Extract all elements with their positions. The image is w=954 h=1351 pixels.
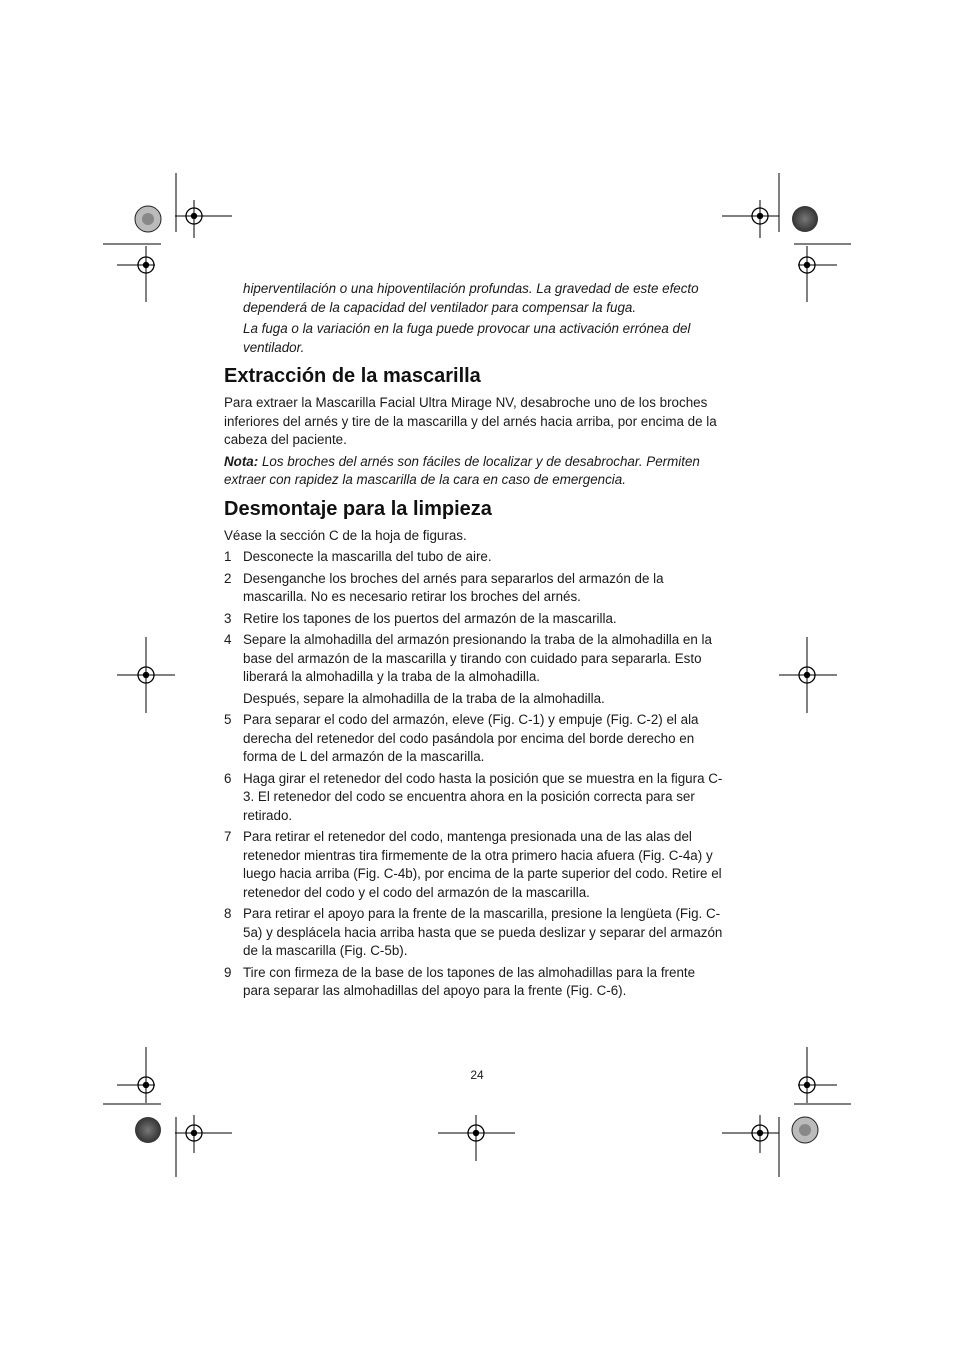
step-text: Separe la almohadilla del armazón presionando la traba de la almohadilla en la base del armazón de la mascarilla y tirando con cuidado para separarla. Esto liberará la almohadilla y la traba de la almohadilla. [243, 632, 712, 684]
step-number: 6 [224, 770, 232, 786]
note-label: Nota: [224, 453, 259, 469]
step-number: 9 [224, 964, 232, 980]
step-text: Para separar el codo del armazón, eleve [243, 712, 488, 727]
step-number: 4 [224, 632, 232, 647]
extraction-note [224, 453, 724, 490]
step-text: Para retirar el apoyo para la frente de la mascarilla, presione la lengüeta [243, 906, 676, 921]
section-heading-disassembly: Desmontaje para la limpieza [224, 497, 492, 520]
step-4-extra [224, 690, 724, 709]
figure-ref: (Fig. C-6) [566, 983, 623, 998]
lead-section-ref: C [328, 527, 339, 543]
step-number: 3 [224, 610, 232, 626]
step-5 [224, 711, 724, 767]
step-text: por encima de la parte superior del codo. Retire el retenedor del codo y el codo del armazón de la mascarilla. [243, 866, 722, 900]
step-1 [224, 548, 724, 567]
page-number: 24 [470, 1068, 484, 1082]
figure-ref: (Fig. C-4a) [638, 847, 703, 863]
figure-ref: (Fig. C-2) [606, 712, 663, 727]
page-content [224, 280, 724, 1004]
note-text: Los broches del arnés son fáciles de localizar y de desabrochar. Permiten extraer con rapidez la mascarilla de la cara en caso de emergencia. [224, 453, 700, 487]
lead-text: Véase la sección [224, 527, 329, 543]
step-text: y luego hacia arriba [243, 847, 713, 881]
step-number: 1 [224, 549, 232, 564]
step-6 [224, 770, 724, 826]
figure-ref: (Fig. C-4b), [353, 866, 421, 881]
step-text: . [622, 983, 627, 998]
figure-ref: (Fig. C-5b) [339, 943, 404, 958]
step-text: y empuje [544, 712, 607, 727]
step-text: . [403, 943, 408, 958]
step-text: Haga girar el retenedor del codo hasta la posición que se muestra en la figura [243, 770, 709, 786]
step-number: 2 [224, 570, 232, 586]
step-text: Tire con firmeza de la base de los tapones de las almohadillas para la frente para separar las almohadillas del apoyo para la frente [243, 964, 696, 998]
step-text: Desconecte la mascarilla del tubo de aire. [243, 549, 492, 564]
intro-paragraph-1: hiperventilación o una hipoventilación profundas. La gravedad de este efecto dependerá de la capacidad del ventilador para compensar la fuga. [243, 281, 699, 315]
step-number: 7 [224, 829, 232, 844]
intro-paragraph-2: La fuga o la variación en la fuga puede provocar una activación errónea del ventilador. [243, 321, 691, 355]
step-text: Para retirar el retenedor del codo, mantenga presionada una de las alas del retenedor mientras tira firmemente de la otra primero hacia afuera [243, 829, 692, 863]
step-2 [224, 570, 724, 607]
section-heading-extraction: Extracción de la mascarilla [224, 365, 481, 387]
step-number: 8 [224, 906, 232, 921]
extraction-body: Para extraer la Mascarilla Facial Ultra Mirage NV, desabroche uno de los broches inferiores del arnés y tire de la mascarilla y del arnés hacia arriba, por encima de la cabeza del paciente. [224, 395, 717, 447]
step-4 [224, 631, 724, 687]
step-7 [224, 828, 724, 902]
step-text: el ala derecha del retenedor del codo pasándola por encima del borde derecho en forma de L del armazón de la mascarilla. [243, 712, 699, 764]
step-number: 5 [224, 712, 232, 727]
disassembly-lead [224, 527, 724, 546]
step-text: y desplácela hacia arriba hasta que se pueda deslizar y separar del armazón de la mascarilla [243, 924, 723, 958]
step-text: Retire los tapones de los puertos del armazón de la mascarilla. [243, 610, 617, 626]
disassembly-steps [224, 548, 724, 1001]
step-text: Desenganche los broches del arnés para separarlos del armazón de la mascarilla. No es necesario retirar los broches del arnés. [243, 570, 664, 604]
figure-ref: (Fig. C-5a) [243, 906, 721, 940]
step-text: Después, separe la almohadilla de la traba de la almohadilla. [243, 690, 605, 706]
step-9 [224, 964, 724, 1001]
lead-text-end: de la hoja de figuras. [338, 527, 467, 543]
figure-ref: C-3 [243, 770, 723, 804]
step-text: . El retenedor del codo se encuentra ahora en la posición correcta para ser retirado. [243, 789, 695, 823]
step-8 [224, 905, 724, 961]
step-3 [224, 610, 724, 629]
figure-ref: (Fig. C-1) [487, 712, 545, 727]
